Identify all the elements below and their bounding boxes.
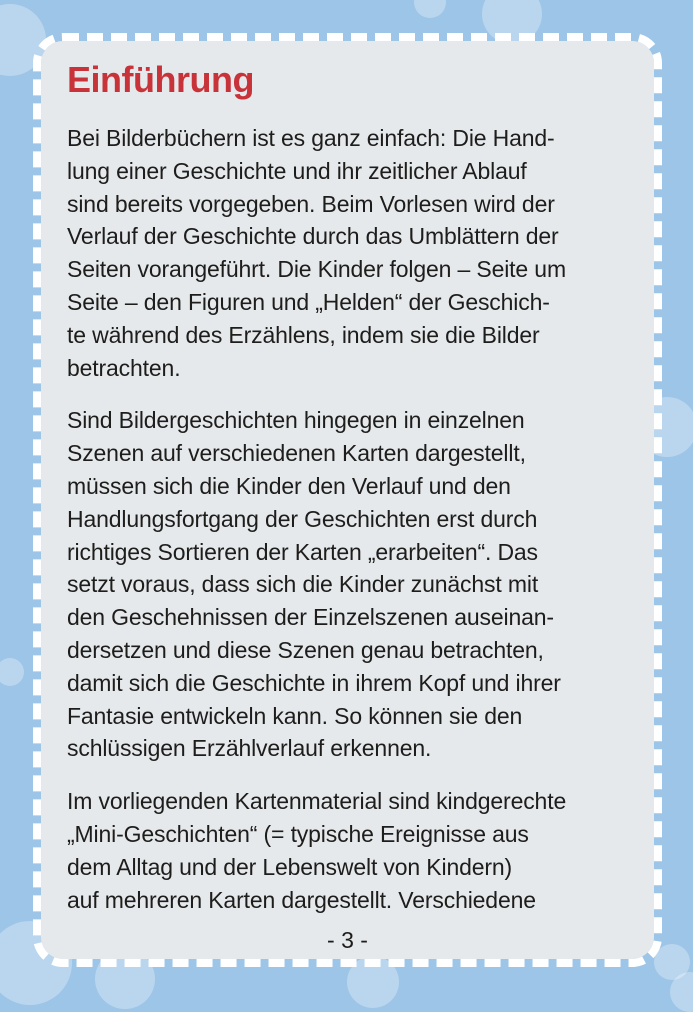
text-line: richtiges Sortieren der Karten „erarbeiten“. Das [67,538,538,565]
text-line: Bei Bilderbüchern ist es ganz einfach: Die Hand- [67,125,555,151]
text-line: Handlungsfortgang der Geschichten erst durch [67,505,538,532]
background-circle [414,0,446,18]
text-line: betrachten. [67,354,181,381]
text-line: Seite – den Figuren und „Helden“ der Geschich- [67,288,550,315]
text-line: Sind Bildergeschichten hingegen in einzelnen [67,407,525,434]
text-line: Seiten vorangeführt. Die Kinder folgen – Seite um [67,256,566,283]
paragraph [67,122,628,384]
page-title: Einführung [67,59,254,100]
background-circle [0,658,24,686]
text-line: sind bereits vorgegeben. Beim Vorlesen wird der [67,190,555,217]
text-line: setzt voraus, dass sich die Kinder zunächst mit [67,571,539,598]
text-line: müssen sich die Kinder den Verlauf und den [67,472,511,499]
text-line: lung einer Geschichte und ihr zeitlicher Ablauf [67,157,527,184]
content-card [33,33,662,967]
body-paragraphs [67,122,628,916]
page-number: - 3 - [327,927,368,953]
text-line: schlüssigen Erzählverlauf erkennen. [67,735,432,762]
text-line: Im vorliegenden Kartenmaterial sind kindgerechte [67,788,567,815]
paragraph [67,785,628,916]
text-line: dersetzen und diese Szenen genau betrachten, [67,636,544,663]
text-line: den Geschehnissen der Einzelszenen auseinan- [67,604,554,631]
text-line: damit sich die Geschichte in ihrem Kopf und ihrer [67,669,561,696]
text-line: „Mini-Geschichten“ (= typische Ereignisse aus [67,820,529,847]
text-line: Szenen auf verschiedenen Karten dargestellt, [67,440,526,467]
text-line: te während des Erzählens, indem sie die Bilder [67,321,540,348]
text-line: auf mehreren Karten dargestellt. Verschiedene [67,886,536,913]
text-line: Fantasie entwickeln kann. So können sie den [67,702,523,729]
paragraph [67,404,628,765]
text-line: Verlauf der Geschichte durch das Umblättern der [67,223,559,250]
text-line: dem Alltag und der Lebenswelt von Kindern) [67,853,513,880]
